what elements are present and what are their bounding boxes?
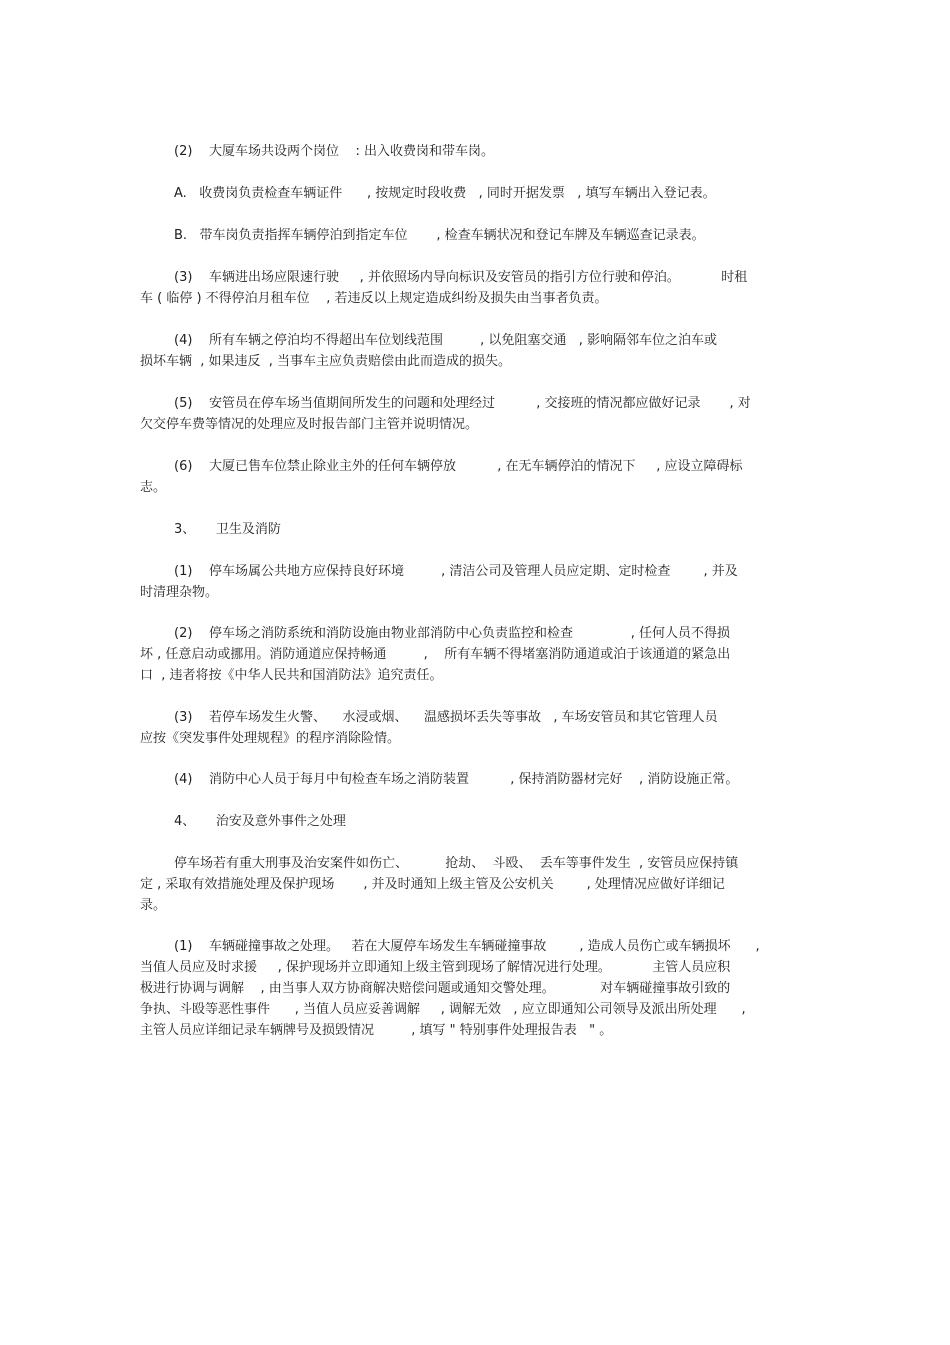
para-2-posts-line-1: (2) 大厦车场共设两个岗位 : 出入收费岗和带车岗。 <box>174 144 494 159</box>
para-2-fire-line-2: 坏 , 任意启动或挪用。消防通道应保持畅通 , 所有车辆不得堵塞消防通道或泊于该通道的紧急出 <box>140 647 731 662</box>
para-b-guide-line-1: B. 带车岗负责指挥车辆停泊到指定车位 , 检查车辆状况和登记车牌及车辆巡查记录表。 <box>174 228 705 243</box>
para-4-parking-line-1: (4) 所有车辆之停泊均不得超出车位划线范围 , 以免阻塞交通 , 影响隔邻车位之泊车或 <box>174 333 718 348</box>
para-1-collision-line-5: 主管人员应详细记录车辆牌号及损毁情况 , 填写 " 特别事件处理报告表 " 。 <box>140 1023 613 1038</box>
para-5-record-line-2: 欠交停车费等情况的处理应及时报告部门主管并说明情况。 <box>140 417 479 432</box>
para-3-speed-line-2: 车 ( 临停 ) 不得停泊月租车位 , 若违反以上规定造成纠纷及损失由当事者负责。 <box>140 291 608 306</box>
para-3-emergency-line-1: (3) 若停车场发生火警、 水浸或烟、 温感损坏丢失等事故 , 车场安管员和其它管理人员 <box>174 710 718 725</box>
para-1-collision-line-3: 极进行协调与调解 , 由当事人双方协商解决赔偿问题或通知交警处理。 对车辆碰撞事故引致的 <box>140 981 731 996</box>
para-3-emergency-line-2: 应按《突发事件处理规程》的程序消除险情。 <box>140 731 401 746</box>
para-6-sold-line-1: (6) 大厦已售车位禁止除业主外的任何车辆停放 , 在无车辆停泊的情况下 , 应设立障碍标 <box>174 459 743 474</box>
para-security-line-3: 录。 <box>140 898 167 913</box>
para-4-check-line-1: (4) 消防中心人员于每月中旬检查车场之消防装置 , 保持消防器材完好 , 消防设施正常。 <box>174 772 739 787</box>
para-1-collision-line-2: 当值人员应及时求援 , 保护现场并立即通知上级主管到现场了解情况进行处理。 主管人员应积 <box>140 960 731 975</box>
para-2-fire-line-3: 口 , 违者将按《中华人民共和国消防法》追究责任。 <box>140 668 443 683</box>
para-security-line-2: 定 , 采取有效措施处理及保护现场 , 并及时通知上级主管及公安机关 , 处理情况应做好详细记 <box>140 877 725 892</box>
para-5-record-line-1: (5) 安管员在停车场当值期间所发生的问题和处理经过 , 交接班的情况都应做好记录 , 对 <box>174 396 751 411</box>
para-2-fire-line-1: (2) 停车场之消防系统和消防设施由物业部消防中心负责监控和检查 , 任何人员不得损 <box>174 626 731 641</box>
para-4-parking-line-2: 损坏车辆 , 如果违反 , 当事车主应负责赔偿由此而造成的损失。 <box>140 354 512 369</box>
para-1-collision-line-4: 争执、斗殴等恶性事件 , 当值人员应妥善调解 , 调解无效 , 应立即通知公司领导及派出所处理 , <box>140 1002 746 1017</box>
para-security-line-1: 停车场若有重大刑事及治安案件如伤亡、 抢劫、 斗殴、 丢车等事件发生 , 安管员应保持镇 <box>174 856 739 871</box>
para-6-sold-line-2: 志。 <box>140 480 167 495</box>
para-1-env-line-1: (1) 停车场属公共地方应保持良好环境 , 清洁公司及管理人员应定期、定时检查 , 并及 <box>174 564 738 579</box>
para-1-collision-line-1: (1) 车辆碰撞事故之处理。 若在大厦停车场发生车辆碰撞事故 , 造成人员伤亡或车辆损坏 , <box>174 939 760 954</box>
section-heading-3: 3、 卫生及消防 <box>174 522 281 537</box>
para-a-toll-line-1: A. 收费岗负责检查车辆证件 , 按规定时段收费 , 同时开据发票 , 填写车辆出入登记表。 <box>174 186 716 201</box>
para-1-env-line-2: 时清理杂物。 <box>140 585 219 600</box>
para-3-speed-line-1: (3) 车辆进出场应限速行驶 , 并依照场内导向标识及安管员的指引方位行驶和停泊。 时租 <box>174 270 748 285</box>
section-heading-4: 4、 治安及意外事件之处理 <box>174 814 346 829</box>
